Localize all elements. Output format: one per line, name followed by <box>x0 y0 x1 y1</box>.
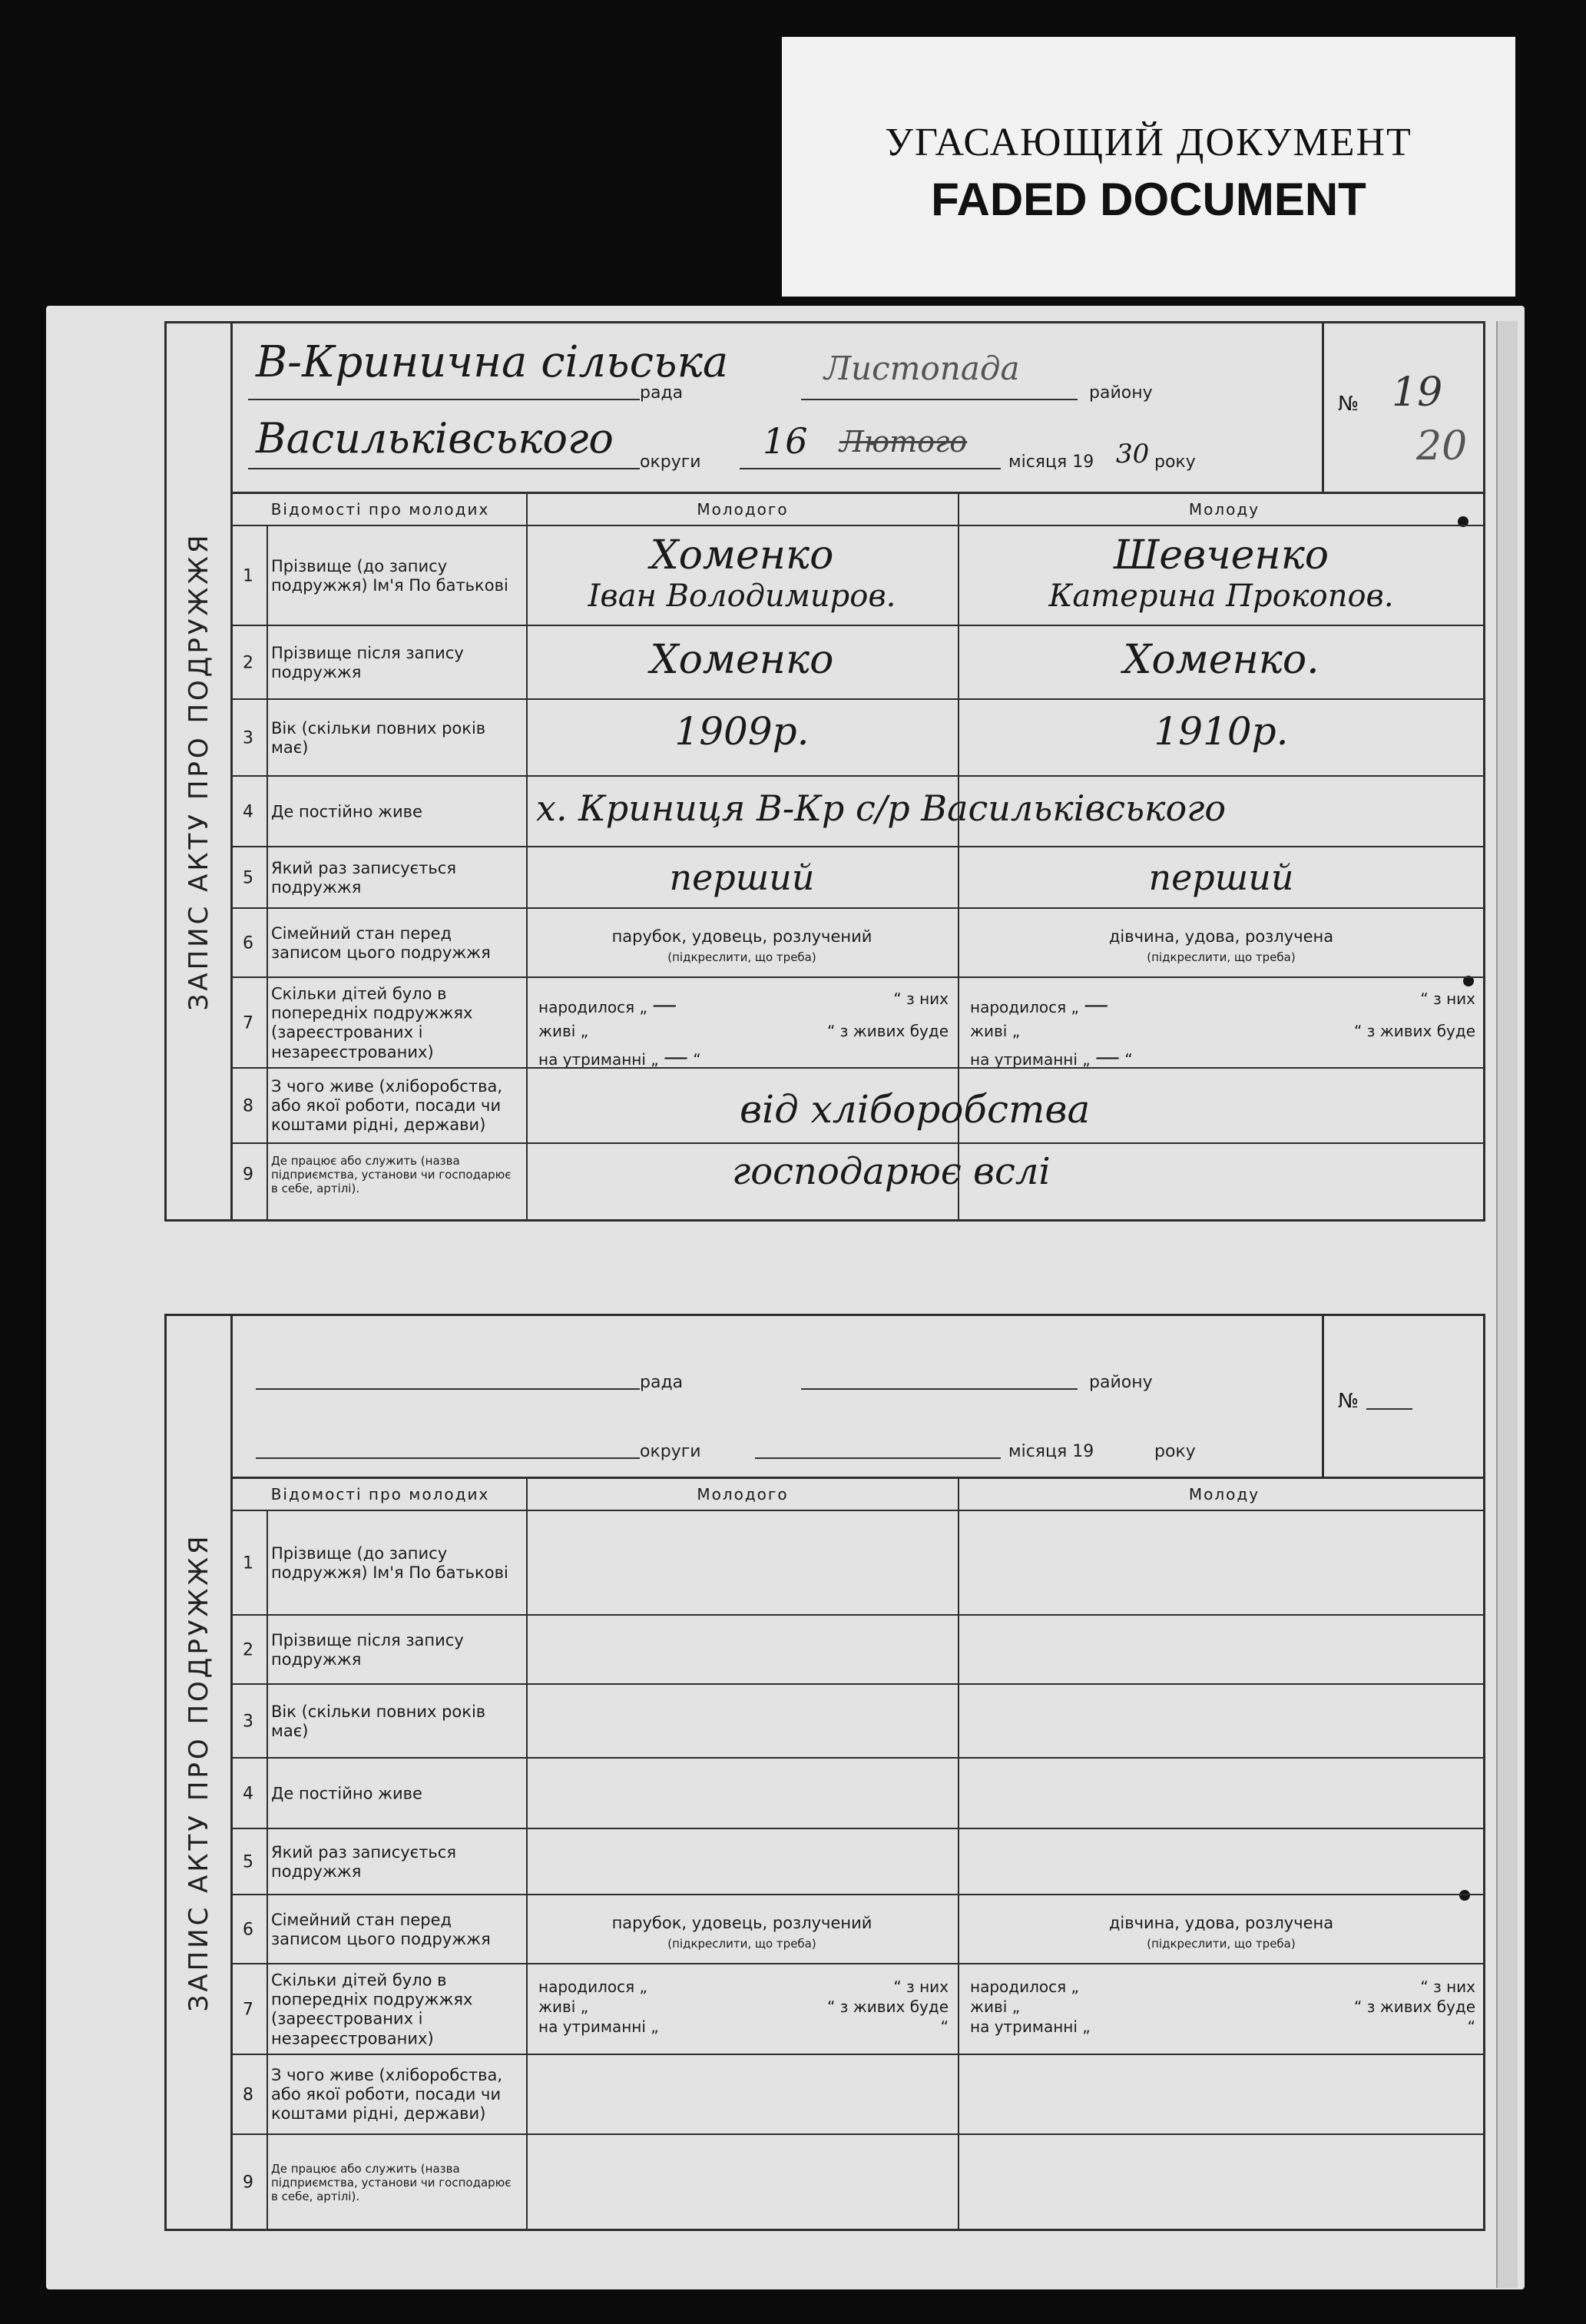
faded-document-stamp <box>782 37 1515 297</box>
marriage-record-bottom <box>164 1314 1485 2231</box>
table-row: 2 Прізвище після запису подружжя <box>233 1614 1483 1685</box>
stamp-en: FADED DOCUMENT <box>931 174 1366 225</box>
workplace: господарює вслі <box>732 1150 1051 1193</box>
rayon-handwritten: Листопада <box>824 350 1020 387</box>
record-number-box: № <box>1322 1316 1483 1477</box>
table-row: 7 Скільки дітей було в попередніх подружжях (зареєстрованих і незареєстрованих) народилося „ “ з них живі „ “ з живих буде на утриманні „ “ народилося „ “ з них живі „ “ з живих буде на утриманні „ “ <box>233 1963 1483 2055</box>
okrug-handwritten: Васильківського <box>256 414 614 462</box>
record-table: Відомості про молодих Молодого Молоду 1 Прізвище (до запису подружжя) Ім'я По батькові 2 Прізвище після запису подружжя 3 Вік (скільки повних років має) 4 Де постійно живе 5 Який раз записується подружжя 6 Сімейний стан перед записом цього подружжя парубок, удовець, розлучений (підкреслити, що треба) дівчина, удова, розлучена (підкреслити, що треба) 7 Скільки дітей було в попередніх подружжях (зареєстрованих і незареєстрованих) народилося „ “ з них живі „ “ з живих буде на утриманні „ “ народилося „ “ з них живі „ “ з живих буде на утриманні „ “ 8 З чого живе (хліборобства, або якої роботи, посади чи коштами рідні, держави) 9 Де працює або служить (назва підприємства, установи чи господарює в себе, артілі). <box>233 1479 1483 2229</box>
table-row: 8 З чого живе (хліборобства, або якої роботи, посади чи коштами рідні, держави) від хліборобства <box>233 1067 1483 1144</box>
table-row: 1 Прізвище (до запису подружжя) Ім'я По батькові Хоменко Іван Володимиров. Шевченко Катерина Прокопов. <box>233 525 1483 626</box>
record-header: рада району округи місяця 19 року № <box>233 1316 1483 1479</box>
groom-new-surname: Хоменко <box>650 637 834 683</box>
table-row: 3 Вік (скільки повних років має) <box>233 1683 1483 1759</box>
table-row: 6 Сімейний стан перед записом цього подружжя парубок, удовець, розлучений (підкреслити, що треба) дівчина, удова, розлучена (підкреслити, що треба) <box>233 907 1483 978</box>
year-handwritten: 30 <box>1116 439 1150 469</box>
table-row: 5 Який раз записується подружжя перший перший <box>233 846 1483 909</box>
number-label: № <box>1338 393 1359 416</box>
table-row: 2 Прізвище після запису подружжя Хоменко Хоменко. <box>233 625 1483 700</box>
col-info: Відомості про молодих <box>270 500 490 519</box>
groom-name: Іван Володимиров. <box>588 579 896 614</box>
livelihood: від хліборобства <box>740 1087 1091 1132</box>
okrug-label: округи <box>640 453 701 472</box>
groom-surname: Хоменко <box>650 532 834 579</box>
groom-age: 1909р. <box>674 709 810 754</box>
table-row: 4 Де постійно живе х. Криниця В-Кр с/р Васильківського <box>233 775 1483 847</box>
rada-handwritten: В-Кринична сільська <box>256 337 729 387</box>
table-row: 5 Який раз записується подружжя <box>233 1828 1483 1895</box>
month-label: місяця 19 <box>1008 453 1094 472</box>
month-struck: Лютого <box>839 425 968 459</box>
groom-times: перший <box>669 857 815 898</box>
bride-name: Катерина Прокопов. <box>1048 579 1394 614</box>
table-header <box>233 494 1483 526</box>
col-groom: Молодого <box>697 500 789 519</box>
marriage-record-top <box>164 321 1485 1222</box>
bride-times: перший <box>1148 857 1294 898</box>
year-label: року <box>1154 453 1196 472</box>
record-number-box <box>1322 323 1483 492</box>
table-row: 4 Де постійно живе <box>233 1757 1483 1829</box>
page-edge <box>1496 321 1518 2288</box>
bride-new-surname: Хоменко. <box>1123 637 1319 683</box>
col-bride: Молоду <box>1188 500 1260 519</box>
residence: х. Криниця В-Кр с/р Васильківського <box>536 787 1227 829</box>
record-table <box>233 494 1483 1219</box>
stamp-ru: УГАСАЮЩИЙ ДОКУМЕНТ <box>885 121 1412 164</box>
table-row: 6 Сімейний стан перед записом цього подружжя парубок, удовець, розлучений (підкреслити, що треба) дівчина, удова, розлучена (підкреслити, що треба) <box>233 1894 1483 1964</box>
day-handwritten: 16 <box>763 420 808 462</box>
table-row: 3 Вік (скільки повних років має) 1909р. 1910р. <box>233 698 1483 777</box>
number-handwritten-2: 20 <box>1416 423 1468 469</box>
rayon-label: району <box>1089 383 1153 403</box>
bride-age: 1910р. <box>1154 709 1289 754</box>
table-row: 9 Де працює або служить (назва підприємства, установи чи господарює в себе, артілі). <box>233 2133 1483 2230</box>
number-handwritten: 19 <box>1392 370 1443 416</box>
record-header <box>233 323 1483 494</box>
table-row: 1 Прізвище (до запису подружжя) Ім'я По батькові <box>233 1510 1483 1616</box>
table-row: 8 З чого живе (хліборобства, або якої роботи, посади чи коштами рідні, держави) <box>233 2054 1483 2135</box>
table-row: 7 Скільки дітей було в попередніх подружжях (зареєстрованих і незареєстрованих) народилося „ — “ з них живі „ “ з живих буде на утриманні „ — “ народилося „ — “ з них живі „ “ з живих буде на утриманні „ — “ <box>233 976 1483 1069</box>
record-side-title: ЗАПИС АКТУ ПРО ПОДРУЖЖЯ <box>167 1316 233 2229</box>
record-side-title: ЗАПИС АКТУ ПРО ПОДРУЖЖЯ <box>167 323 233 1219</box>
table-row: 9 Де працює або служить (назва підприємства, установи чи господарює в себе, артілі). господарює вслі <box>233 1142 1483 1205</box>
rada-label: рада <box>640 383 684 403</box>
bride-surname: Шевченко <box>1113 532 1329 579</box>
